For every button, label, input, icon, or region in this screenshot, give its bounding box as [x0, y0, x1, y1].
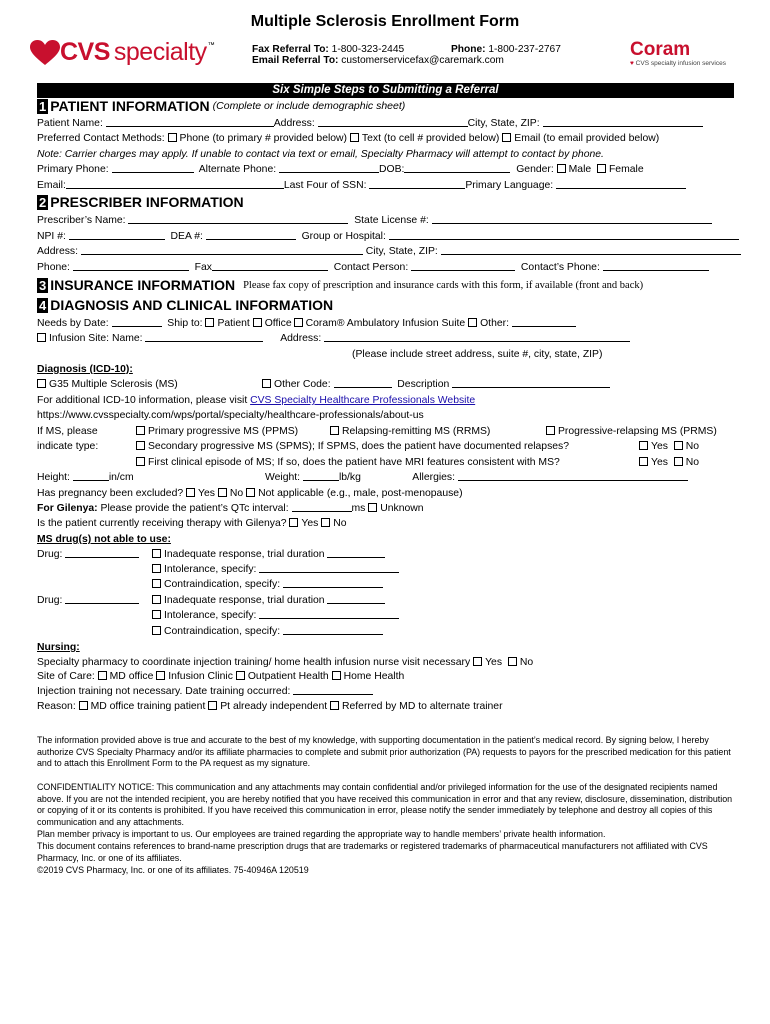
first-episode-row: First clinical episode of MS; If so, does the patient have MRI features consistent with MS?	[136, 456, 636, 469]
gilenya-no-checkbox[interactable]	[321, 518, 330, 527]
patient-name-field[interactable]	[106, 117, 274, 127]
drug-1-duration-field[interactable]	[327, 548, 385, 558]
ship-patient-checkbox[interactable]	[205, 318, 214, 327]
height-weight-row: Height: in/cm	[37, 472, 134, 483]
privacy-text: Plan member privacy is important to us. Our employees are trained regarding the appropriate way to handle members’ private health information.	[37, 829, 606, 839]
patient-city-field[interactable]	[543, 117, 703, 127]
pregnancy-no-checkbox[interactable]	[218, 488, 227, 497]
dob-field[interactable]	[404, 163, 510, 173]
page-title: Multiple Sclerosis Enrollment Form	[250, 13, 520, 30]
gilenya-qtc-row: For Gilenya: Please provide the patient’s QTc interval: ms Unknown	[37, 503, 424, 514]
patient-address-field[interactable]	[318, 117, 468, 127]
qtc-unknown-checkbox[interactable]	[368, 503, 377, 512]
other-code-field[interactable]	[334, 378, 392, 388]
drug-1-contraindication-checkbox[interactable]	[152, 579, 161, 588]
drug-2-contraindication-field[interactable]	[283, 625, 383, 635]
email-referral: Email Referral To: customerservicefax@caremark.com	[252, 55, 504, 66]
cvs-specialty-logo: CVS specialty ™	[30, 38, 215, 67]
infusion-site-address-field[interactable]	[324, 332, 630, 342]
infusion-site-checkbox[interactable]	[37, 333, 46, 342]
drug-1-intolerance-field[interactable]	[259, 563, 399, 573]
carrier-note: Note: Carrier charges may apply. If unable to contact via text or email, Specialty Pharmacy will attempt to contact by phone.	[37, 149, 604, 160]
drug-1-label: Drug:	[37, 548, 737, 561]
ship-coram-checkbox[interactable]	[294, 318, 303, 327]
drug-2-label: Drug:	[37, 594, 737, 607]
npi-field[interactable]	[69, 230, 165, 240]
ppms-checkbox[interactable]	[136, 426, 145, 435]
outpatient-checkbox[interactable]	[236, 671, 245, 680]
phone-number: 1-800-237-2767	[488, 44, 561, 55]
ship-other-checkbox[interactable]	[468, 318, 477, 327]
nursing-row: Specialty pharmacy to coordinate injection training/ home health infusion nurse visit necessary Yes No	[37, 657, 534, 668]
prescriber-phone-field[interactable]	[73, 261, 189, 271]
steps-banner: Six Simple Steps to Submitting a Referral	[37, 83, 734, 98]
spms-no-checkbox[interactable]	[674, 441, 683, 450]
npi-dea-row: NPI #: DEA #: Group or Hospital:	[37, 230, 737, 243]
description-field[interactable]	[452, 378, 610, 388]
pt-independent-checkbox[interactable]	[208, 701, 217, 710]
injection-training-row: Injection training not necessary. Date training occurred:	[37, 685, 737, 698]
icd-info-row: For additional ICD-10 information, please visit CVS Specialty Healthcare Professionals Website	[37, 395, 476, 406]
authorization-text: The information provided above is true and accurate to the best of my knowledge, with supporting documentation in the patient’s medical record. By signing below, I hereby authorize CVS Specialty Pharmacy and/or its affiliate pharmacies to complete and submit prior authorization (PA) requests to payors for the prescribed medication for this patient and to attach this Enrollment Form to the PA request as my signature.	[37, 735, 731, 769]
patient-name-row: Patient Name: Address: City, State, ZIP:	[37, 117, 737, 130]
ship-other-field[interactable]	[512, 317, 576, 327]
spms-checkbox[interactable]	[136, 441, 145, 450]
pregnancy-row: Has pregnancy been excluded? Yes No Not applicable (e.g., male, post-menopause)	[37, 488, 463, 499]
ssn-field[interactable]	[369, 179, 465, 189]
infusion-site-name-field[interactable]	[145, 332, 263, 342]
needs-by-row: Needs by Date: Ship to: Patient Office Coram® Ambulatory Infusion Suite Other:	[37, 317, 737, 330]
prescriber-phone-row: Phone: Fax Contact Person: Contact’s Phone:	[37, 261, 737, 274]
prescriber-address-field[interactable]	[81, 245, 363, 255]
diagnosis-heading: Diagnosis (ICD-10):	[37, 364, 133, 375]
trademark-text: This document contains references to brand-name prescription drugs that are trademarks or registered trademarks of pharmaceutical manufacturers not affiliated with CVS Pharmacy, Inc. or one of its affiliates.	[37, 841, 708, 863]
prms-checkbox[interactable]	[546, 426, 555, 435]
coram-logo-text: Coram	[630, 39, 691, 60]
insurance-note: Please fax copy of prescription and insurance cards with this form, if available (front and back)	[243, 279, 644, 291]
spms-yes-checkbox[interactable]	[639, 441, 648, 450]
language-field[interactable]	[556, 179, 686, 189]
email-address: customerservicefax@caremark.com	[341, 55, 504, 66]
alternate-phone-field[interactable]	[279, 163, 379, 173]
mri-yes-checkbox[interactable]	[639, 457, 648, 466]
section-3-heading: 3 INSURANCE INFORMATION Please fax copy of prescription and insurance cards with this form, if available (front and back)	[39, 277, 644, 293]
md-office-checkbox[interactable]	[98, 671, 107, 680]
referred-checkbox[interactable]	[330, 701, 339, 710]
indicate-type-label: indicate type:	[37, 441, 99, 452]
other-code-checkbox[interactable]	[262, 379, 271, 388]
contact-phone-field[interactable]	[603, 261, 709, 271]
drug-2-field[interactable]	[65, 594, 139, 604]
nursing-yes-checkbox[interactable]	[473, 657, 482, 666]
gilenya-yes-checkbox[interactable]	[289, 518, 298, 527]
patient-email-field[interactable]	[66, 179, 284, 189]
mri-no-checkbox[interactable]	[674, 457, 683, 466]
nursing-no-checkbox[interactable]	[508, 657, 517, 666]
dea-field[interactable]	[206, 230, 296, 240]
coram-logo	[630, 40, 726, 67]
infusion-clinic-checkbox[interactable]	[156, 671, 165, 680]
cvs-logo-text: CVS	[60, 38, 110, 66]
contact-person-field[interactable]	[411, 261, 515, 271]
drug-1-intolerance-checkbox[interactable]	[152, 564, 161, 573]
drug-1-field[interactable]	[65, 548, 139, 558]
site-of-care-row: Site of Care: MD office Infusion Clinic Outpatient Health Home Health	[37, 671, 405, 682]
copyright-text: ©2019 CVS Pharmacy, Inc. or one of its affiliates. 75-40946A 120519	[37, 865, 309, 875]
md-training-checkbox[interactable]	[79, 701, 88, 710]
group-hospital-field[interactable]	[389, 230, 739, 240]
reason-row: Reason: MD office training patient Pt already independent Referred by MD to alternate trainer	[37, 701, 503, 712]
drug-2-contraindication-checkbox[interactable]	[152, 626, 161, 635]
nursing-heading: Nursing:	[37, 642, 80, 653]
confidentiality-notice: CONFIDENTIALITY NOTICE: This communication and any attachments may contain confidential and/or privileged information for the use of the designated recipients named above. If you are not the intended recipient, you are hereby notified that you have received this communication in error and that any review, disclosure, dissemination, distribution or copying of it or its contents is prohibited. If you have received this communication in error, please notify the sender immediately by telephone and destroy all copies of this communication and any attachments.	[37, 782, 733, 827]
prescriber-address-row: Address: City, State, ZIP:	[37, 245, 737, 258]
drug-2-duration-field[interactable]	[327, 594, 385, 604]
g35-row: G35 Multiple Sclerosis (MS)	[37, 378, 737, 391]
coram-subtitle: ♥ CVS specialty infusion services	[630, 60, 726, 67]
cvs-hcp-website-link[interactable]: CVS Specialty Healthcare Professionals Website	[250, 395, 476, 406]
allergies-field[interactable]	[458, 471, 688, 481]
female-checkbox[interactable]	[597, 164, 606, 173]
drug-1-inadequate-checkbox[interactable]	[152, 549, 161, 558]
prescriber-city-field[interactable]	[441, 245, 741, 255]
drug-2-intolerance-field[interactable]	[259, 609, 399, 619]
rrms-checkbox[interactable]	[330, 426, 339, 435]
heart-icon	[30, 40, 60, 66]
weight-field[interactable]	[303, 471, 339, 481]
ship-office-checkbox[interactable]	[253, 318, 262, 327]
fax-number: 1-800-323-2445	[331, 44, 405, 55]
state-license-field[interactable]	[432, 214, 712, 224]
section-2-heading: 2 PRESCRIBER INFORMATION	[39, 194, 244, 210]
needs-by-date-field[interactable]	[112, 317, 162, 327]
training-date-field[interactable]	[293, 685, 373, 695]
address-hint: (Please include street address, suite #, city, state, ZIP)	[352, 349, 603, 360]
pregnancy-na-checkbox[interactable]	[246, 488, 255, 497]
drugs-heading: MS drug(s) not able to use:	[37, 534, 171, 545]
text-contact-checkbox[interactable]	[350, 133, 359, 142]
drug-1-contraindication-field[interactable]	[283, 578, 383, 588]
phone-dob-row: Primary Phone: Alternate Phone: DOB: Gender: Male Female	[37, 164, 644, 175]
phone-contact: Phone: 1-800-237-2767	[451, 44, 561, 55]
drug-2-inadequate-checkbox[interactable]	[152, 595, 161, 604]
preferred-contact-row: Preferred Contact Methods: Phone (to primary # provided below) Text (to cell # provided below) Email (to email provided below)	[37, 133, 660, 144]
prescriber-fax-field[interactable]	[212, 261, 328, 271]
gilenya-therapy-row: Is the patient currently receiving therapy with Gilenya? Yes No	[37, 518, 347, 529]
prescriber-name-row: Prescriber’s Name: State License #:	[37, 214, 737, 227]
pregnancy-yes-checkbox[interactable]	[186, 488, 195, 497]
spms-row: Secondary progressive MS (SPMS); If SPMS, does the patient have documented relapses?	[136, 440, 636, 453]
infusion-site-row: Infusion Site: Name: Address:	[37, 332, 737, 345]
g35-checkbox[interactable]	[37, 379, 46, 388]
specialty-logo-text: specialty	[113, 38, 207, 66]
email-ssn-row: Email: Last Four of SSN: Primary Language:	[37, 179, 737, 192]
section-1-heading: 1 PATIENT INFORMATION (Complete or include demographic sheet)	[39, 98, 406, 114]
ms-type-options-1: Primary progressive MS (PPMS)	[136, 425, 736, 438]
primary-phone-field[interactable]	[112, 163, 194, 173]
ms-type-row-1: If MS, please	[37, 426, 98, 437]
home-health-checkbox[interactable]	[332, 671, 341, 680]
first-episode-checkbox[interactable]	[136, 457, 145, 466]
fax-referral: Fax Referral To: 1-800-323-2445	[252, 44, 405, 55]
section-4-heading: 4 DIAGNOSIS AND CLINICAL INFORMATION	[39, 297, 334, 313]
drug-2-intolerance-checkbox[interactable]	[152, 610, 161, 619]
male-checkbox[interactable]	[557, 164, 566, 173]
other-code-row: Other Code: Description	[262, 378, 732, 391]
qtc-field[interactable]	[292, 502, 352, 512]
phone-contact-checkbox[interactable]	[168, 133, 177, 142]
email-contact-checkbox[interactable]	[502, 133, 511, 142]
website-url: https://www.cvsspecialty.com/wps/portal/specialty/healthcare-professionals/about-us	[37, 410, 424, 421]
prescriber-name-field[interactable]	[128, 214, 348, 224]
height-field[interactable]	[73, 471, 109, 481]
